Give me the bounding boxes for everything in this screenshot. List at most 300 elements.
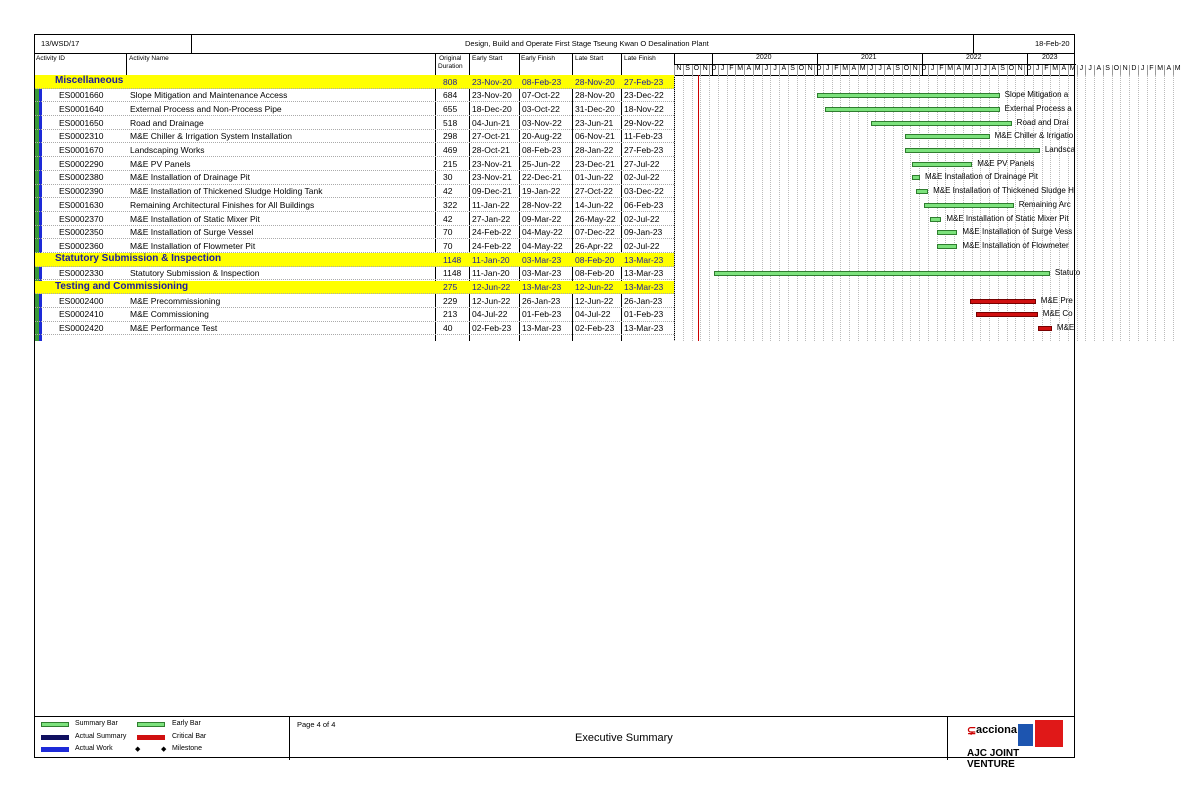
late-finish: 27-Feb-23	[624, 76, 664, 87]
activity-id: ES0001640	[59, 103, 104, 114]
early-start: 23-Nov-20	[472, 90, 512, 101]
early-start: 12-Jun-22	[472, 282, 511, 292]
late-start: 07-Dec-22	[575, 227, 615, 238]
late-start: 26-May-22	[575, 213, 616, 224]
company-logo: ⊊ acciona AJC JOINT VENTURE	[965, 720, 1069, 758]
late-finish: 29-Nov-22	[624, 117, 664, 128]
gridline	[753, 75, 754, 341]
early-finish: 08-Feb-23	[522, 145, 562, 155]
late-finish: 02-Jul-22	[624, 172, 660, 183]
activity-name: M&E PV Panels	[130, 158, 191, 169]
gridline	[674, 75, 675, 341]
venture-name: AJC JOINT VENTURE	[967, 748, 1020, 770]
legend-early-bar: Early Bar	[172, 720, 201, 727]
legend-actual-work: Actual Work	[75, 745, 113, 752]
late-finish: 03-Dec-22	[624, 186, 664, 197]
project-title: Design, Build and Operate First Stage Tseung Kwan O Desalination Plant	[465, 39, 709, 48]
bar-label: M&E Pre	[1040, 295, 1073, 305]
month-label: D	[919, 65, 928, 75]
table-row[interactable]	[35, 322, 674, 336]
bar-label: M&E Installation of Static Mixer Pit	[946, 213, 1069, 223]
activity-id: ES0002390	[59, 186, 104, 197]
late-start: 12-Jun-22	[575, 295, 614, 306]
late-start: 04-Jul-22	[575, 309, 611, 320]
late-finish: 13-Mar-23	[624, 268, 664, 279]
month-label: M	[945, 65, 954, 75]
activity-name: Slope Mitigation and Maintenance Access	[130, 90, 288, 101]
activity-name: M&E Performance Test	[130, 323, 218, 334]
activity-id: ES0002360	[59, 240, 104, 251]
activity-id: ES0002350	[59, 227, 104, 238]
early-start: 28-Oct-21	[472, 145, 510, 155]
gridline	[884, 75, 885, 341]
month-label: J	[1085, 65, 1094, 75]
month-label: F	[1147, 65, 1156, 75]
month-label: M	[1173, 65, 1182, 75]
activity-id: ES0001650	[59, 117, 104, 128]
table-row[interactable]	[35, 308, 674, 322]
month-label: M	[1155, 65, 1164, 75]
original-duration: 655	[443, 103, 458, 114]
gridline	[797, 75, 798, 341]
late-finish: 23-Dec-22	[624, 90, 664, 101]
original-duration: 298	[443, 131, 458, 142]
early-bar[interactable]	[930, 217, 941, 222]
table-row[interactable]	[35, 239, 674, 253]
critical-bar[interactable]	[970, 299, 1036, 304]
activity-id: ES0002400	[59, 295, 104, 306]
gridline	[779, 75, 780, 341]
col-early-start[interactable]: Early Start	[472, 55, 503, 62]
page-number: Page 4 of 4	[297, 720, 336, 729]
activity-id: ES0001660	[59, 90, 104, 101]
early-bar[interactable]	[825, 107, 1000, 112]
month-label: S	[998, 65, 1007, 75]
early-bar[interactable]	[871, 121, 1012, 126]
chec-logo-icon	[1035, 720, 1063, 747]
activity-name: M&E Installation of Surge Vessel	[130, 227, 254, 238]
timeline-header	[674, 53, 1181, 75]
early-start: 04-Jul-22	[472, 309, 508, 320]
early-start: 18-Dec-20	[472, 103, 512, 114]
month-label: N	[1120, 65, 1129, 75]
late-finish: 09-Jan-23	[624, 227, 663, 238]
table-row[interactable]	[35, 171, 674, 185]
table-row[interactable]	[35, 102, 674, 116]
early-finish: 04-May-22	[522, 240, 563, 251]
month-label: J	[980, 65, 989, 75]
month-label: A	[1059, 65, 1068, 75]
early-finish: 08-Feb-23	[522, 76, 562, 87]
early-finish: 28-Nov-22	[522, 199, 562, 210]
gridline	[814, 75, 815, 341]
table-row[interactable]	[35, 144, 674, 158]
activity-id: ES0002420	[59, 323, 104, 334]
activity-id: ES0001630	[59, 199, 104, 210]
table-row[interactable]	[35, 212, 674, 226]
activity-name: External Process and Non-Process Pipe	[130, 103, 282, 114]
early-finish: 03-Mar-23	[522, 254, 562, 265]
group-name: Testing and Commissioning	[55, 280, 189, 292]
month-label: J	[1033, 65, 1042, 75]
activity-name: M&E Commissioning	[130, 309, 209, 320]
activity-name: Landscaping Works	[130, 145, 205, 155]
month-label: A	[954, 65, 963, 75]
activity-name: M&E Installation of Static Mixer Pit	[130, 213, 260, 224]
month-label: D	[1024, 65, 1033, 75]
actual-summary-swatch	[41, 735, 69, 740]
table-row[interactable]	[35, 157, 674, 171]
group-row[interactable]	[35, 75, 674, 89]
month-label: O	[797, 65, 806, 75]
gridline	[727, 75, 728, 341]
gridline	[744, 75, 745, 341]
bar-label: M&E Co	[1042, 309, 1073, 319]
early-bar[interactable]	[817, 93, 1000, 98]
milestone-icon: ◆	[135, 746, 141, 753]
gridline	[937, 75, 938, 341]
gridline	[1085, 75, 1086, 341]
gridline	[1147, 75, 1148, 341]
gridline	[770, 75, 771, 341]
gridline	[1094, 75, 1095, 341]
late-start: 28-Jan-22	[575, 145, 614, 155]
month-label: J	[762, 65, 771, 75]
activity-name: Statutory Submission & Inspection	[130, 268, 260, 279]
early-start: 23-Nov-21	[472, 172, 512, 183]
late-start: 27-Oct-22	[575, 186, 613, 197]
late-start: 28-Nov-20	[575, 90, 615, 101]
col-early-finish[interactable]: Early Finish	[521, 55, 555, 62]
month-label: O	[692, 65, 701, 75]
early-finish: 03-Nov-22	[522, 117, 562, 128]
early-start: 11-Jan-20	[472, 254, 510, 265]
gridline	[867, 75, 868, 341]
early-finish: 01-Feb-23	[522, 309, 562, 320]
bar-label: Statuto	[1054, 268, 1081, 278]
original-duration: 275	[443, 282, 458, 292]
critical-bar-swatch	[137, 735, 165, 740]
month-label: D	[1129, 65, 1138, 75]
activity-id: ES0002330	[59, 268, 104, 279]
late-start: 08-Feb-20	[575, 268, 615, 279]
early-start: 24-Feb-22	[472, 240, 512, 251]
gridline	[1103, 75, 1104, 341]
month-label: M	[858, 65, 867, 75]
late-finish: 13-Mar-23	[624, 282, 664, 292]
table-row[interactable]	[35, 116, 674, 130]
late-finish: 13-Mar-23	[624, 323, 664, 334]
late-start: 28-Nov-20	[575, 76, 615, 87]
early-finish: 09-Mar-22	[522, 213, 562, 224]
table-row[interactable]	[35, 89, 674, 103]
early-start: 11-Jan-20	[472, 268, 510, 279]
gridline	[928, 75, 929, 341]
late-start: 06-Nov-21	[575, 131, 615, 142]
late-start: 08-Feb-20	[575, 254, 615, 265]
original-duration: 213	[443, 309, 458, 320]
table-row[interactable]	[35, 226, 674, 240]
gridline	[1129, 75, 1130, 341]
early-start: 02-Feb-23	[472, 323, 512, 334]
late-finish: 18-Nov-22	[624, 103, 664, 114]
gridline	[1112, 75, 1113, 341]
milestone-icon: ◆	[161, 746, 167, 753]
early-bar[interactable]	[924, 203, 1014, 208]
group-row[interactable]	[35, 281, 674, 295]
late-start: 02-Feb-23	[575, 323, 615, 334]
month-label: S	[1103, 65, 1112, 75]
late-start: 26-Apr-22	[575, 240, 613, 251]
critical-bar[interactable]	[976, 312, 1038, 317]
month-label: A	[1094, 65, 1103, 75]
group-name: Miscellaneous	[55, 75, 124, 86]
legend-actual-summary: Actual Summary	[75, 733, 127, 740]
original-duration: 1148	[443, 268, 462, 279]
month-label: A	[849, 65, 858, 75]
late-start: 31-Dec-20	[575, 103, 615, 114]
late-finish: 11-Feb-23	[624, 131, 663, 142]
early-bar-swatch	[137, 722, 165, 727]
month-label: M	[1068, 65, 1077, 75]
original-duration: 518	[443, 117, 458, 128]
early-bar[interactable]	[714, 271, 1050, 276]
month-label: D	[814, 65, 823, 75]
gridline	[893, 75, 894, 341]
original-duration: 42	[443, 213, 453, 224]
bar-label: M&E PV Panels	[977, 158, 1035, 168]
original-duration: 684	[443, 90, 458, 101]
month-label: J	[1138, 65, 1147, 75]
month-label: S	[683, 65, 692, 75]
early-finish: 04-May-22	[522, 227, 563, 238]
gridline	[718, 75, 719, 341]
activity-name: M&E Installation of Flowmeter Pit	[130, 240, 256, 251]
bar-label: M&E Installation of Flowmeter	[962, 240, 1069, 250]
activity-name: M&E Chiller & Irrigation System Installation	[130, 131, 293, 142]
month-row	[674, 64, 1181, 75]
original-duration: 469	[443, 145, 458, 155]
table-row[interactable]	[35, 294, 674, 308]
month-label: M	[840, 65, 849, 75]
month-label: M	[735, 65, 744, 75]
month-label: O	[1112, 65, 1121, 75]
activity-name: M&E Precommissioning	[130, 295, 221, 306]
bar-label: M&E Installation of Surge Vess	[962, 227, 1073, 237]
month-label: J	[770, 65, 779, 75]
month-label: M	[963, 65, 972, 75]
month-label: N	[700, 65, 709, 75]
early-bar[interactable]	[912, 162, 972, 167]
gridline	[823, 75, 824, 341]
month-label: J	[928, 65, 937, 75]
col-late-start[interactable]: Late Start	[575, 55, 604, 62]
month-label: N	[805, 65, 814, 75]
early-finish: 13-Mar-23	[522, 323, 562, 334]
early-bar[interactable]	[937, 230, 957, 235]
gridline	[1164, 75, 1165, 341]
gridline	[954, 75, 955, 341]
col-late-finish[interactable]: Late Finish	[624, 55, 656, 62]
original-duration: 215	[443, 158, 458, 169]
bar-label: M&E Installation of Thickened Sludge H	[933, 186, 1074, 196]
activity-name: Remaining Architectural Finishes for All Buildings	[130, 199, 315, 210]
data-date-line	[698, 75, 699, 341]
report-header	[35, 35, 1074, 54]
original-duration: 229	[443, 295, 458, 306]
early-start: 04-Jun-21	[472, 117, 511, 128]
late-finish: 01-Feb-23	[624, 309, 664, 320]
schedule-frame	[34, 34, 1181, 770]
gridline	[762, 75, 763, 341]
activity-id: ES0002370	[59, 213, 104, 224]
early-start: 24-Feb-22	[472, 227, 512, 238]
early-start: 23-Nov-21	[472, 158, 512, 169]
activity-id: ES0002410	[59, 309, 104, 320]
gridline	[1077, 75, 1078, 341]
gridline	[1120, 75, 1121, 341]
jec-logo-icon	[1018, 724, 1033, 746]
group-name: Statutory Submission & Inspection	[55, 253, 222, 265]
original-duration: 808	[443, 76, 458, 87]
early-finish: 13-Mar-23	[522, 282, 562, 292]
original-duration: 40	[443, 323, 453, 334]
month-label: N	[1015, 65, 1024, 75]
gridline	[919, 75, 920, 341]
month-label: S	[893, 65, 902, 75]
month-label: J	[823, 65, 832, 75]
original-duration: 70	[443, 240, 453, 251]
bar-label: Remaining Arc	[1018, 199, 1071, 209]
month-label: D	[709, 65, 718, 75]
activity-name: M&E Installation of Drainage Pit	[130, 172, 251, 183]
early-finish: 03-Oct-22	[522, 103, 560, 114]
month-label: N	[910, 65, 919, 75]
gridline	[832, 75, 833, 341]
project-code: 13/WSD/17	[41, 39, 80, 48]
gridline	[1173, 75, 1174, 341]
legend-summary-bar: Summary Bar	[75, 720, 118, 727]
late-start: 01-Jun-22	[575, 172, 614, 183]
late-finish: 26-Jan-23	[624, 295, 663, 306]
original-duration: 1148	[443, 254, 462, 265]
early-start: 23-Nov-20	[472, 76, 512, 87]
month-label: A	[989, 65, 998, 75]
gridline	[700, 75, 701, 341]
month-label: J	[867, 65, 876, 75]
bar-label: Landsca	[1044, 145, 1076, 154]
gridline	[910, 75, 911, 341]
gridline	[709, 75, 710, 341]
gridline	[858, 75, 859, 341]
activity-id: ES0002290	[59, 158, 104, 169]
activity-id: ES0001670	[59, 145, 104, 155]
month-label: N	[674, 65, 683, 75]
late-finish: 06-Feb-23	[624, 199, 664, 210]
month-label: J	[972, 65, 981, 75]
col-original-duration[interactable]: Original Duration	[438, 55, 463, 70]
early-finish: 03-Mar-23	[522, 268, 562, 279]
late-start: 14-Jun-22	[575, 199, 614, 210]
month-label: F	[937, 65, 946, 75]
month-label: M	[1050, 65, 1059, 75]
early-bar[interactable]	[905, 148, 1040, 153]
table-row[interactable]	[35, 267, 674, 281]
month-label: A	[884, 65, 893, 75]
legend-milestone: Milestone	[172, 745, 202, 752]
gantt-chart	[674, 75, 1081, 341]
table-row[interactable]	[35, 130, 674, 144]
month-label: A	[744, 65, 753, 75]
month-label: O	[902, 65, 911, 75]
late-finish: 02-Jul-22	[624, 240, 660, 251]
month-label: J	[718, 65, 727, 75]
year-2020: 2020	[756, 54, 772, 61]
early-bar[interactable]	[916, 189, 928, 194]
gridline	[805, 75, 806, 341]
bar-label: External Process a	[1004, 103, 1072, 113]
early-bar[interactable]	[937, 244, 957, 249]
gridline	[963, 75, 964, 341]
col-activity-id[interactable]: Activity ID	[36, 55, 65, 62]
group-row[interactable]	[35, 253, 674, 267]
early-start: 12-Jun-22	[472, 295, 511, 306]
early-bar[interactable]	[912, 175, 920, 180]
early-finish: 07-Oct-22	[522, 90, 560, 101]
table-row[interactable]	[35, 185, 674, 199]
month-label: F	[832, 65, 841, 75]
month-label: J	[1077, 65, 1086, 75]
early-start: 09-Dec-21	[472, 186, 512, 197]
gridline	[1138, 75, 1139, 341]
gridline	[902, 75, 903, 341]
actual-work-swatch	[41, 747, 69, 752]
year-2021: 2021	[861, 54, 877, 61]
gridline	[875, 75, 876, 341]
gridline	[1155, 75, 1156, 341]
early-finish: 20-Aug-22	[522, 131, 562, 142]
original-duration: 30	[443, 172, 453, 183]
col-activity-name[interactable]: Activity Name	[129, 55, 169, 62]
bar-label: M&E	[1056, 323, 1075, 333]
bar-label: M&E Installation of Drainage Pit	[925, 172, 1038, 182]
legend-critical-bar: Critical Bar	[172, 733, 207, 740]
early-finish: 25-Jun-22	[522, 158, 561, 169]
month-label: F	[727, 65, 736, 75]
activity-id: ES0002380	[59, 172, 104, 183]
table-row[interactable]	[35, 198, 674, 212]
late-start: 23-Jun-21	[575, 117, 614, 128]
activity-id: ES0002310	[59, 131, 104, 142]
acciona-logo-icon: ⊊	[967, 725, 977, 737]
month-label: O	[1007, 65, 1016, 75]
bar-label: M&E Chiller & Irrigatio	[994, 131, 1074, 141]
gridline	[840, 75, 841, 341]
report-date: 18-Feb-20	[1035, 39, 1070, 48]
bar-label: Slope Mitigation a	[1004, 90, 1069, 100]
month-label: A	[779, 65, 788, 75]
late-start: 23-Dec-21	[575, 158, 615, 169]
gridline	[735, 75, 736, 341]
report-title: Executive Summary	[575, 732, 673, 744]
summary-bar-swatch	[41, 722, 69, 727]
early-bar[interactable]	[905, 134, 989, 139]
critical-bar[interactable]	[1038, 326, 1052, 331]
late-finish: 02-Jul-22	[624, 213, 660, 224]
month-label: F	[1042, 65, 1051, 75]
activity-name: Road and Drainage	[130, 117, 204, 128]
activity-name: M&E Installation of Thickened Sludge Holding Tank	[130, 186, 323, 197]
